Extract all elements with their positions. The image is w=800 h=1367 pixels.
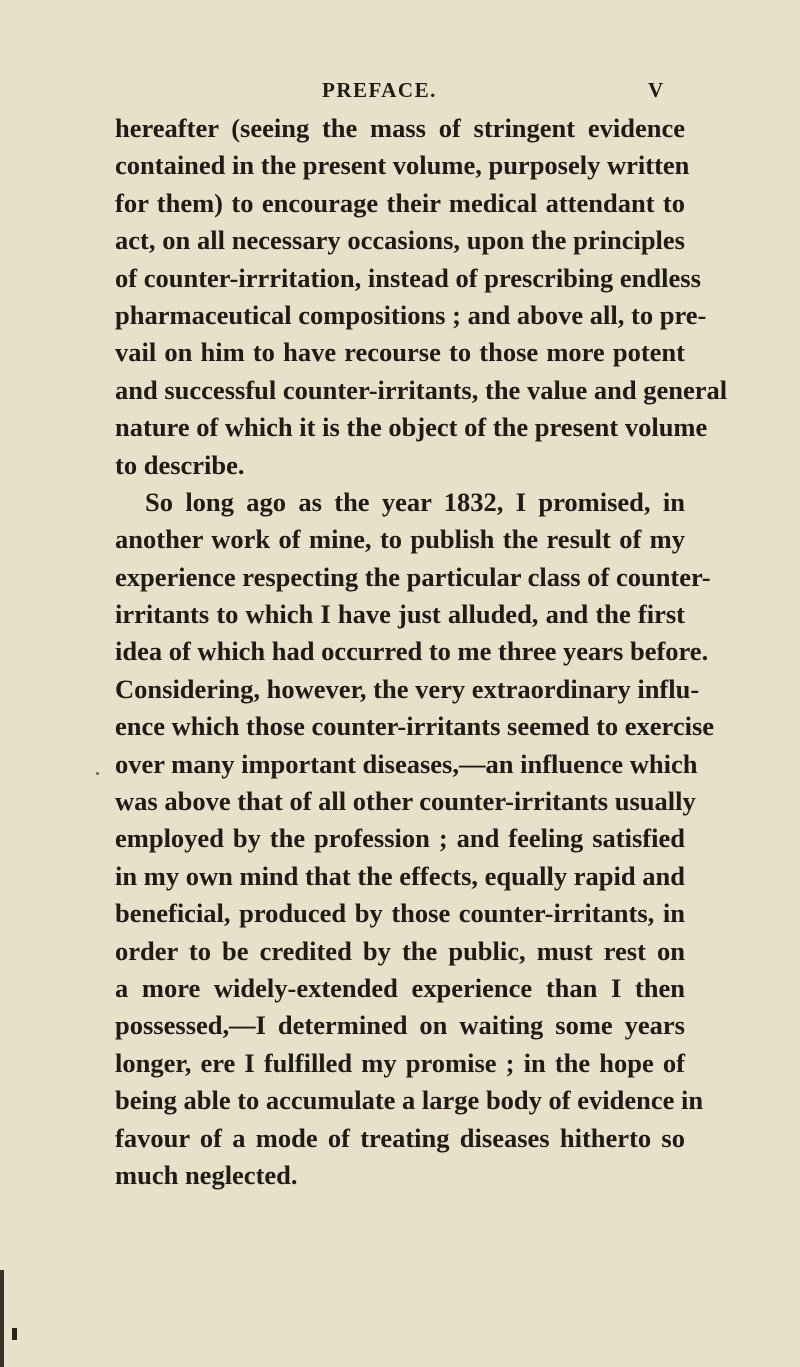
text-line: possessed,—I determined on waiting some years bbox=[115, 1010, 685, 1041]
text-line: vail on him to have recourse to those more potent bbox=[115, 337, 685, 368]
text-line: over many important diseases,—an influence which bbox=[115, 748, 698, 779]
text-line: ence which those counter-irritants seemed to exercise bbox=[115, 711, 715, 742]
text-line: hereafter (seeing the mass of stringent evidence bbox=[115, 113, 685, 143]
text-line: experience respecting the particular class of counter- bbox=[115, 561, 711, 592]
text-line: for them) to encourage their medical attendant to bbox=[115, 187, 685, 218]
text-line: being able to accumulate a large body of evidence in bbox=[115, 1085, 704, 1116]
paragraph-end-line: to describe. bbox=[115, 449, 245, 480]
text-line: in my own mind that the effects, equally rapid and bbox=[115, 860, 685, 891]
running-title: PREFACE. bbox=[322, 78, 437, 102]
text-line: a more widely-extended experience than I then bbox=[115, 972, 685, 1003]
text-line: favour of a mode of treating diseases hitherto so bbox=[115, 1122, 685, 1153]
body-text bbox=[115, 110, 728, 1194]
text-line: another work of mine, to publish the result of my bbox=[115, 524, 685, 555]
page-number: V bbox=[648, 78, 664, 102]
text-line: was above that of all other counter-irritants usually bbox=[115, 786, 696, 817]
text-line: contained in the present volume, purposely written bbox=[115, 150, 690, 181]
text-line: pharmaceutical compositions ; and above all, to pre- bbox=[115, 299, 707, 330]
text-line: order to be credited by the public, must rest on bbox=[115, 935, 685, 966]
gutter-ink-mark bbox=[12, 1328, 17, 1340]
gutter-shadow bbox=[0, 1270, 4, 1367]
paragraph-end-line: much neglected. bbox=[115, 1159, 298, 1190]
text-line: nature of which it is the object of the present volume bbox=[115, 412, 708, 443]
text-line: idea of which had occurred to me three years before. bbox=[115, 636, 709, 667]
paragraph-start-line: So long ago as the year 1832, I promised, in bbox=[145, 486, 685, 517]
text-line: employed by the profession ; and feeling satisfied bbox=[115, 823, 685, 854]
paper-speck bbox=[96, 772, 99, 775]
running-head bbox=[0, 78, 800, 108]
text-line: of counter-irrritation, instead of prescribing endless bbox=[115, 262, 701, 293]
text-line: longer, ere I fulfilled my promise ; in the hope of bbox=[115, 1047, 685, 1078]
text-line: act, on all necessary occasions, upon the principles bbox=[115, 225, 685, 256]
text-line: Considering, however, the very extraordinary influ- bbox=[115, 673, 700, 704]
text-line: and successful counter-irritants, the value and general bbox=[115, 374, 728, 405]
text-line: irritants to which I have just alluded, and the first bbox=[115, 599, 685, 630]
text-line: beneficial, produced by those counter-irritants, in bbox=[115, 898, 685, 929]
